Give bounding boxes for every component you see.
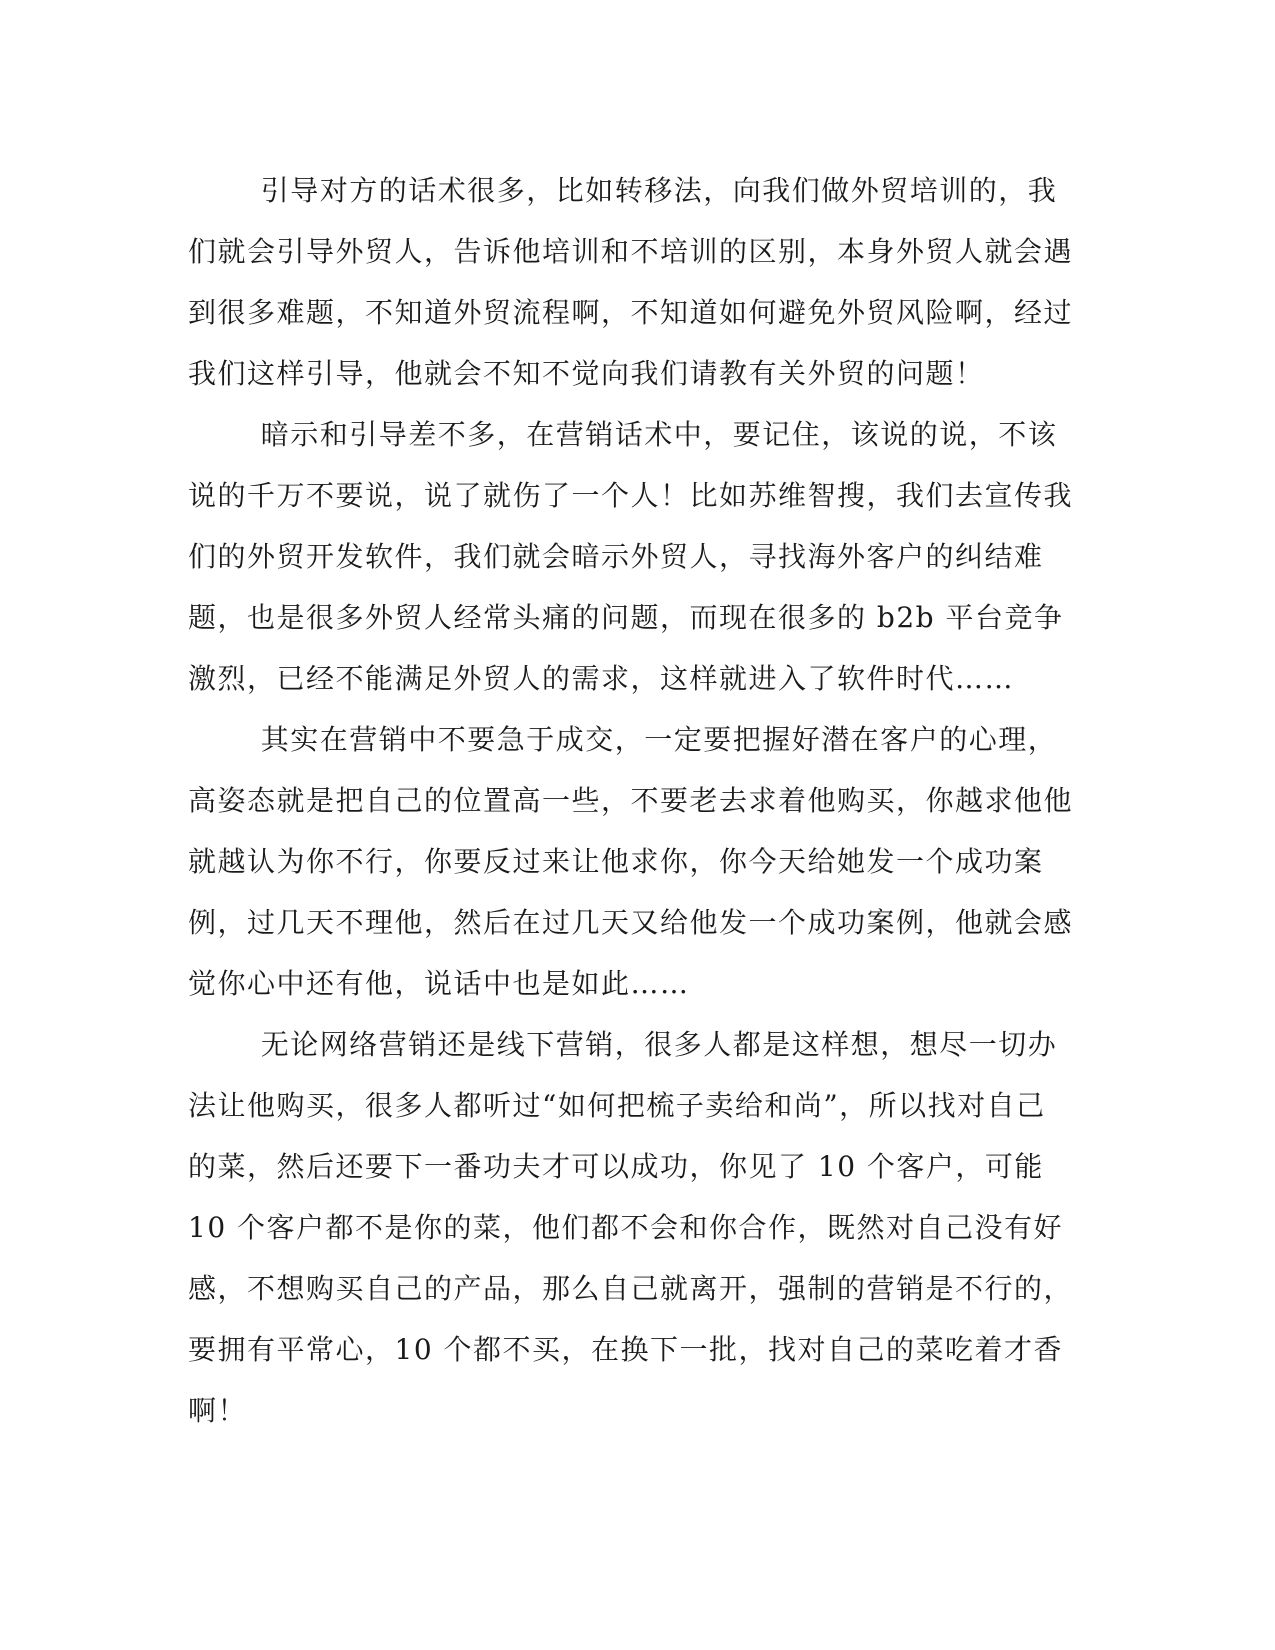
paragraph-3: 其实在营销中不要急于成交，一定要把握好潜在客户的心理，高姿态就是把自己的位置高一些，不要老去求着他购买，你越求他他就越认为你不行，你要反过来让他求你，你今天给她发一个成功案例，过几天不理他，然后在过几天又给他发一个成功案例，他就会感觉你心中还有他，说话中也是如此…… [188,723,1074,1000]
paragraph-1: 引导对方的话术很多，比如转移法，向我们做外贸培训的，我们就会引导外贸人，告诉他培训和不培训的区别，本身外贸人就会遇到很多难题，不知道外贸流程啊，不知道如何避免外贸风险啊，经过我们这样引导，他就会不知不觉向我们请教有关外贸的问题！ [188,174,1074,390]
paragraph-4: 无论网络营销还是线下营销，很多人都是这样想，想尽一切办法让他购买，很多人都听过“如何把梳子卖给和尚”，所以找对自己的菜，然后还要下一番功夫才可以成功，你见了 10 个客户，可能 10 个客户都不是你的菜，他们都不会和你合作，既然对自己没有好感，不想购买自己的产品，那么自己就离开，强制的营销是不行的，要拥有平常心，10 个都不买，在换下一批，找对自己的菜吃着才香啊！ [188,1028,1074,1427]
document-body [188,160,1073,1441]
paragraph-2: 暗示和引导差不多，在营销话术中，要记住，该说的说，不该说的千万不要说，说了就伤了一个人！比如苏维智搜，我们去宣传我们的外贸开发软件，我们就会暗示外贸人，寻找海外客户的纠结难题，也是很多外贸人经常头痛的问题，而现在很多的 b2b 平台竞争激烈，已经不能满足外贸人的需求，这样就进入了软件时代…… [188,418,1074,695]
